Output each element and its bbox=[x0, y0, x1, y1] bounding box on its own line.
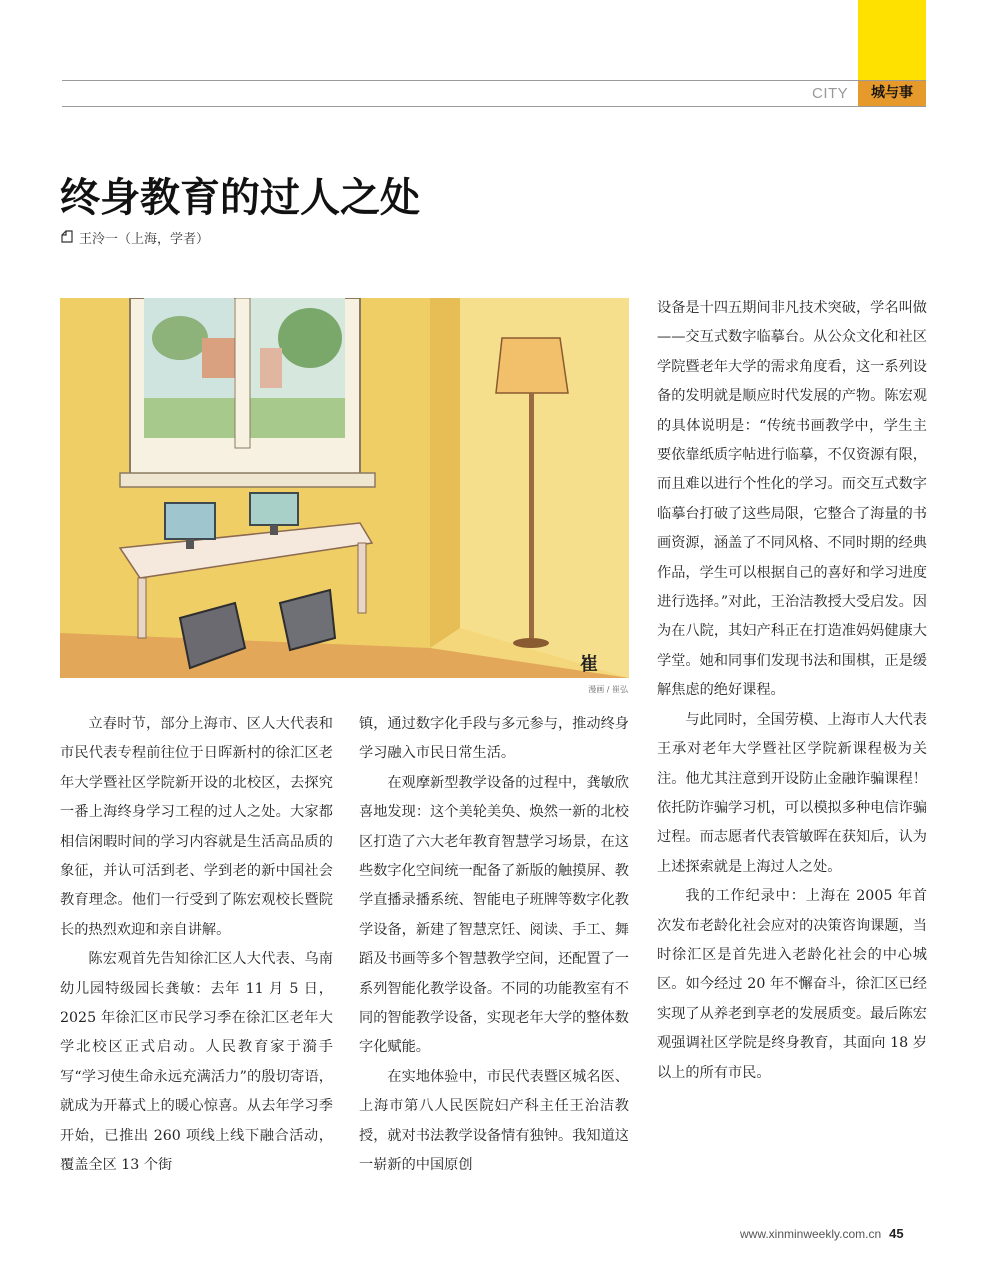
illustration-caption: 漫画 / 崔弘 bbox=[588, 685, 628, 694]
footer bbox=[740, 1226, 904, 1241]
text-column-2 bbox=[359, 710, 629, 1181]
text-column-1 bbox=[60, 710, 333, 1181]
pen-icon bbox=[60, 230, 74, 244]
header-rule-top bbox=[62, 80, 926, 81]
article-title: 终身教育的过人之处 bbox=[60, 174, 420, 221]
paragraph: 在观摩新型教学设备的过程中，龚敏欣喜地发现：这个美轮美奂、焕然一新的北校区打造了六大老年教育智慧学习场景，在这些数字化空间统一配备了新版的触摸屏、教学直播录播系统、智能电子班牌等数字化教学设备，新建了智慧烹饪、阅读、手工、舞蹈及书画等多个智慧教学空间，还配置了一系列智能化教学设备。不同的功能教室有不同的智能教学设备，实现老年大学的整体数字化赋能。 bbox=[359, 774, 629, 1056]
paragraph: 立春时节，部分上海市、区人大代表和市民代表专程前往位于日晖新村的徐汇区老年大学暨社区学院新开设的北校区，去探究一番上海终身学习工程的过人之处。大家都相信闲暇时间的学习内容就是生活高品质的象征，并认可活到老、学到老的新中国社会教育理念。他们一行受到了陈宏观校长暨院长的热烈欢迎和亲自讲解。 bbox=[60, 716, 333, 938]
page-number: 45 bbox=[889, 1226, 904, 1241]
footer-url[interactable]: www.xinminweekly.com.cn bbox=[740, 1227, 882, 1241]
paragraph: 与此同时，全国劳模、上海市人大代表王承对老年大学暨社区学院新课程极为关注。他尤其注意到开设防止金融诈骗课程！依托防诈骗学习机，可以模拟多种电信诈骗过程。而志愿者代表管敏晖在获知后，认为上述探索就是上海过人之处。 bbox=[657, 711, 927, 875]
paragraph: 在实地体验中，市民代表暨区城名医、上海市第八人民医院妇产科主任王治洁教授，就对书法教学设备情有独钟。我知道这一崭新的中国原创 bbox=[359, 1068, 629, 1174]
section-label-cn: 城与事 bbox=[858, 81, 926, 106]
illustration-signature: 崔 bbox=[580, 654, 598, 675]
paragraph: 设备是十四五期间非凡技术突破，学名叫做——交互式数字临摹台。从公众文化和社区学院暨老年大学的需求角度看，这一系列设备的发明就是顺应时代发展的产物。陈宏观的具体说明是：“传统书画教学中，学生主要依靠纸质字帖进行临摹，不仅资源有限，而且难以进行个性化的学习。而交互式数字临摹台打破了这些局限，它整合了海量的书画资源，涵盖了不同风格、不同时期的经典作品，学生可以根据自己的喜好和学习进度进行选择。”对此，王治洁教授大受启发。因为在八院，其妇产科正在打造准妈妈健康大学堂。她和同事们发现书法和围棋，正是缓解焦虑的绝好课程。 bbox=[657, 300, 927, 699]
header-yellow-tab bbox=[858, 0, 926, 80]
byline-text: 王泠一（上海，学者） bbox=[79, 231, 210, 247]
paragraph: 陈宏观首先告知徐汇区人大代表、乌南幼儿园特级园长龚敏：去年 11 月 5 日，2025 年徐汇区市民学习季在徐汇区老年大学北校区正式启动。人民教育家于漪手写“学习使生命永远充满活力”的殷切寄语，就成为开幕式上的暖心惊喜。从去年学习季开始，已推出 260 项线上线下融合活动，覆盖全区 13 个街 bbox=[60, 951, 333, 1174]
section-label-en: CITY bbox=[812, 85, 849, 102]
paragraph: 镇，通过数字化手段与多元参与，推动终身学习融入市民日常生活。 bbox=[359, 716, 629, 762]
paragraph: 我的工作纪录中：上海在 2005 年首次发布老龄化社会应对的决策咨询课题，当时徐汇区是首先进入老龄化社会的中心城区。如今经过 20 年不懈奋斗，徐汇区已经实现了从养老到享老的发展质变。最后陈宏观强调社区学院是终身教育，其面向 18 岁以上的所有市民。 bbox=[657, 888, 927, 1081]
header-rule-bottom bbox=[62, 106, 926, 107]
illustration bbox=[60, 298, 629, 678]
text-column-3 bbox=[657, 294, 927, 1088]
byline bbox=[60, 228, 209, 246]
